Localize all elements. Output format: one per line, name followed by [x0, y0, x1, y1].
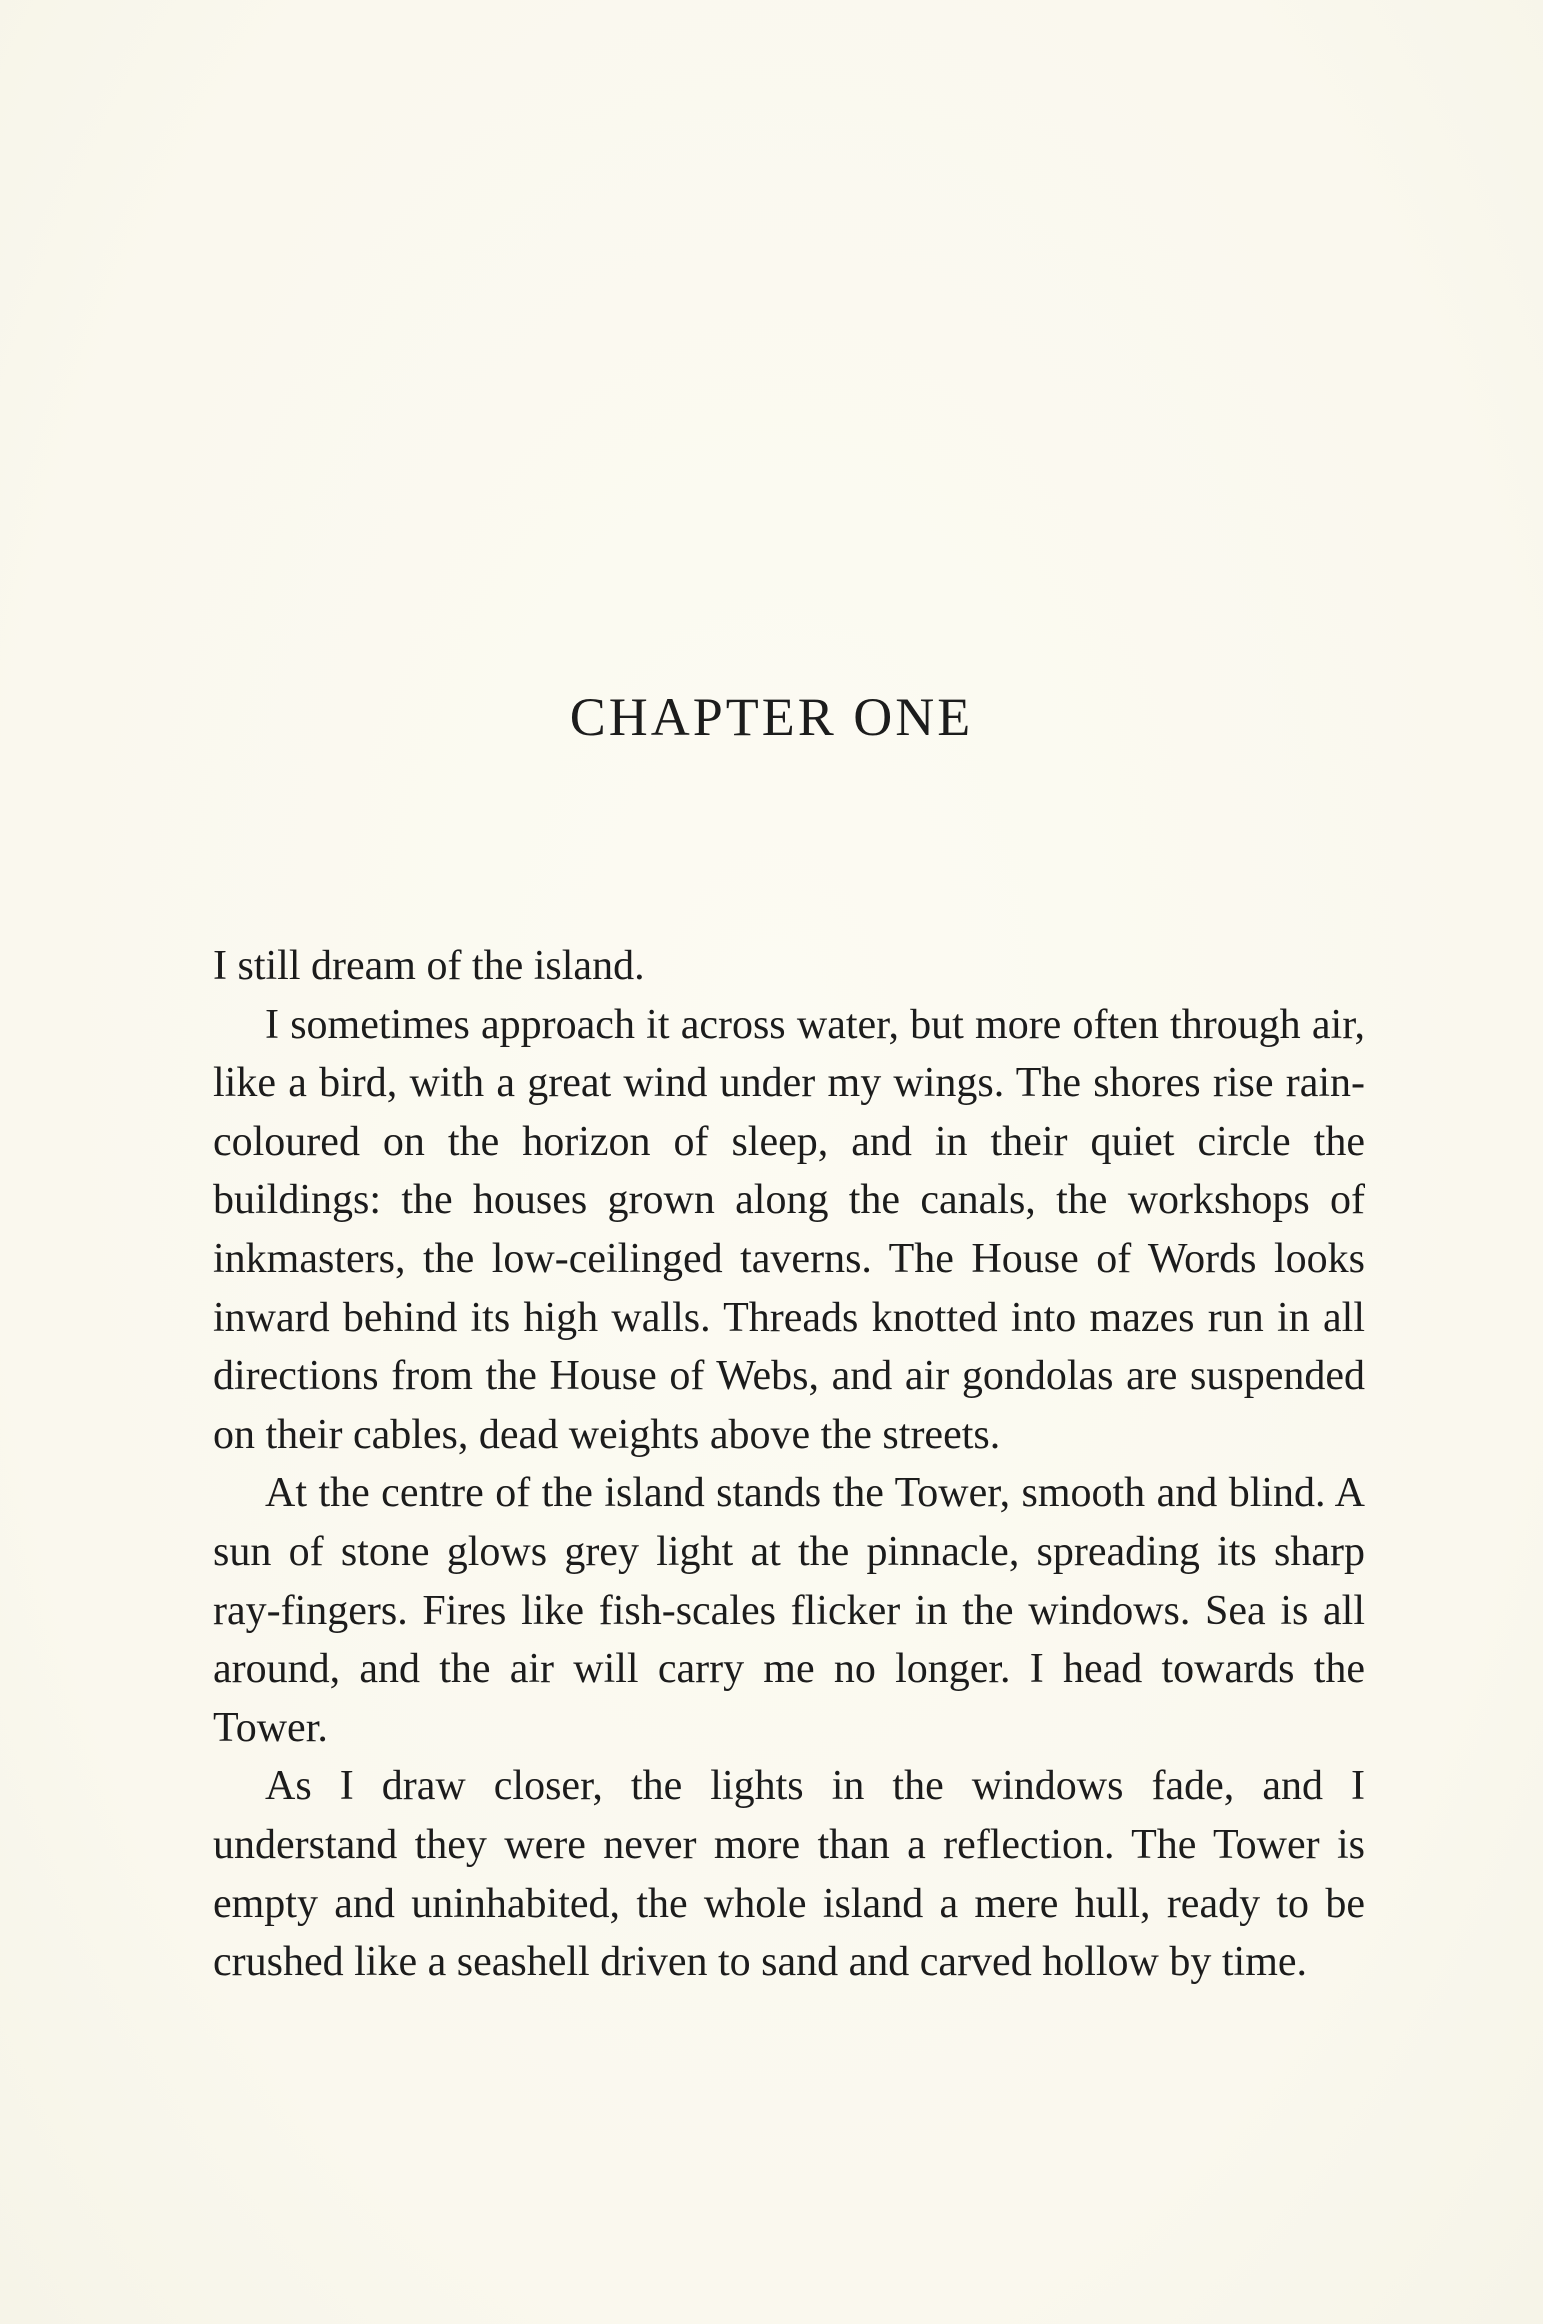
chapter-body — [213, 937, 1365, 1992]
chapter-title: CHAPTER ONE — [569, 687, 974, 747]
paragraph-2: I sometimes approach it across water, but more often through air, like a bird, with a great wind under my wings. The shores rise rain-coloured on the horizon of sleep, and in their quiet circle the buildings: the houses grown along the canals, the workshops of inkmasters, the low-ceilinged taverns. The House of Words looks inward behind its high walls. Threads knotted into mazes run in all directions from the House of Webs, and air gondolas are suspended on their cables, dead weights above the streets. — [213, 1001, 1365, 1458]
paragraph-4: As I draw closer, the lights in the windows fade, and I understand they were never more than a reflection. The Tower is empty and uninhabited, the whole island a mere hull, ready to be crushed like a seashell driven to sand and carved hollow by time. — [213, 1763, 1365, 1986]
paragraph-3: At the centre of the island stands the Tower, smooth and blind. A sun of stone glows grey light at the pinnacle, spreading its sharp ray-fingers. Fires like fish-scales flicker in the windows. Sea is all around, and the air will carry me no longer. I head towards the Tower. — [213, 1470, 1365, 1751]
paragraph-1: I still dream of the island. — [213, 943, 645, 989]
